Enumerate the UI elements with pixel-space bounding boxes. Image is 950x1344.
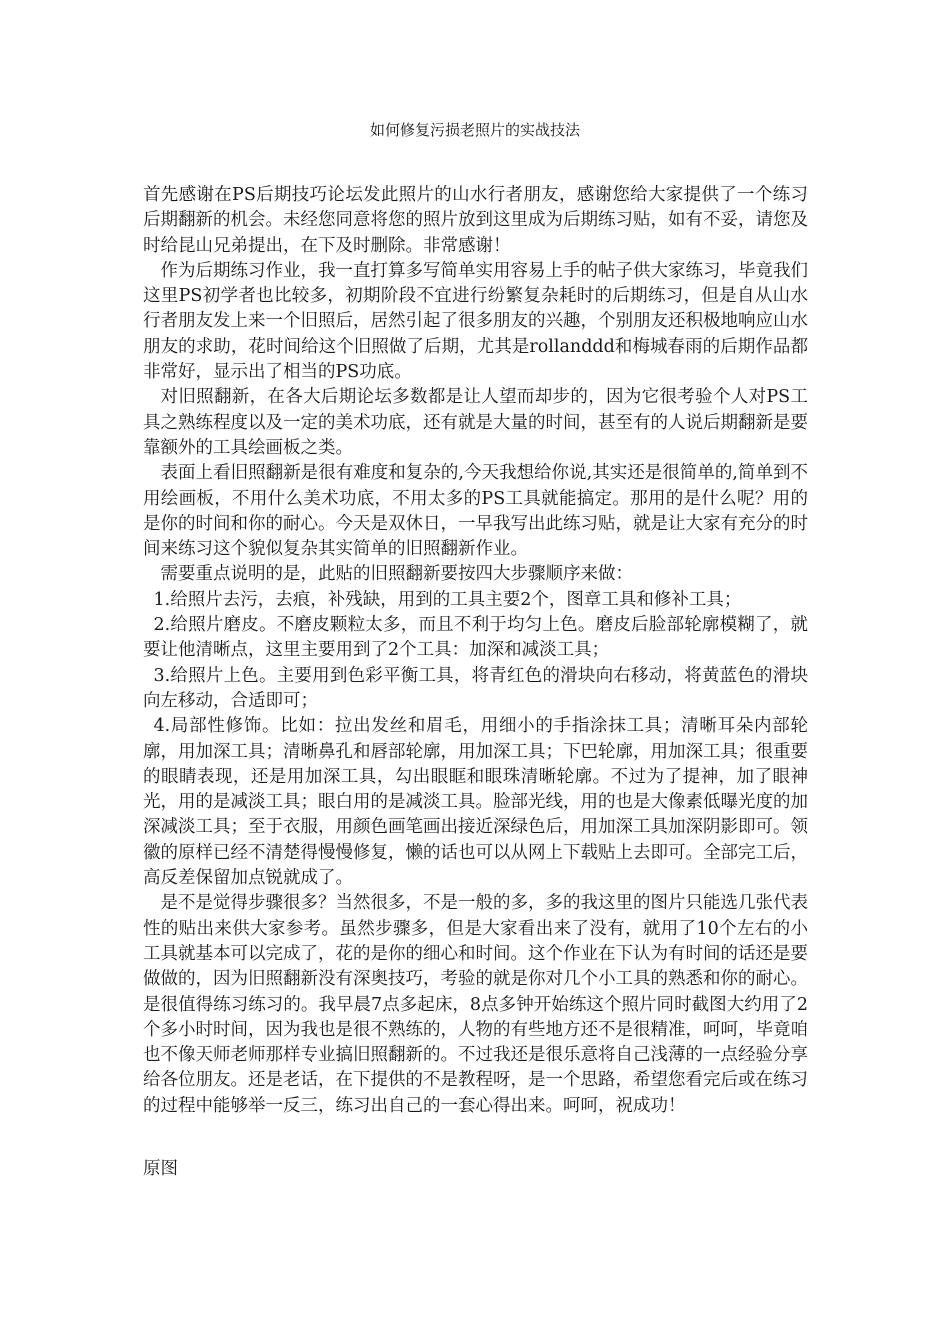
- paragraph-background: 作为后期练习作业，我一直打算多写简单实用容易上手的帖子供大家练习，毕竟我们这里PS初学者也比较多，初期阶段不宜进行纷繁复杂耗时的后期练习，但是自从山水行者朋友发上来一个旧照后，居然引起了很多朋友的兴趣，个别朋友还积极地响应山水朋友的求助，花时间给这个旧照做了后期，尤其是rollanddd和梅城春雨的后期作品都非常好，显示出了相当的PS功底。: [143, 260, 808, 383]
- step-item-1: 1.给照片去污，去痕，补残缺，用到的工具主要2个，图章工具和修补工具；: [153, 589, 742, 610]
- paragraph-difficulty: 对旧照翻新，在各大后期论坛多数都是让人望而却步的，因为它很考验个人对PS工具之熟练程度以及一定的美术功底，还有就是大量的时间，甚至有的人说后期翻新是要靠额外的工具绘画板之类。: [143, 387, 808, 458]
- image-caption: 原图: [143, 1159, 178, 1179]
- step-item-4: 4.局部性修饰。比如：拉出发丝和眉毛，用细小的手指涂抹工具；清晰耳朵内部轮廓，用加深工具；清晰鼻孔和唇部轮廓，用加深工具；下巴轮廓，用加深工具；很重要的眼睛表现，还是用加深工具，勾出眼眶和眼珠清晰轮廓。不过为了提神，加了眼神光，用的是减淡工具；眼白用的是减淡工具。脸部光线，用的也是大像素低曝光度的加深减淡工具；至于衣服，用颜色画笔画出接近深绿色后，用加深工具加深阴影即可。领徽的原样已经不清楚得慢慢修复，懒的话也可以从网上下载贴上去即可。全部完工后，高反差保留加点锐就成了。: [143, 716, 808, 889]
- step-item-2: 2.给照片磨皮。不磨皮颗粒太多，而且不利于均匀上色。磨皮后脸部轮廓模糊了，就要让他清晰点，这里主要用到了2个工具：加深和减淡工具；: [143, 615, 808, 661]
- document-body: [143, 183, 808, 1119]
- step-item-3: 3.给照片上色。主要用到色彩平衡工具，将青红色的滑块向右移动，将黄蓝色的滑块向左移动，合适即可；: [143, 665, 808, 711]
- paragraph-closing: 是不是觉得步骤很多？当然很多，不是一般的多，多的我这里的图片只能选几张代表性的贴出来供大家参考。虽然步骤多，但是大家看出来了没有，就用了10个左右的小工具就基本可以完成了，花的是你的细心和时间。这个作业在下认为有时间的话还是要做做的，因为旧照翻新没有深奥技巧，考验的就是你对几个小工具的熟悉和你的耐心。是很值得练习练习的。我早晨7点多起床，8点多钟开始练这个照片同时截图大约用了2个多小时时间，因为我也是很不熟练的，人物的有些地方还不是很精准，呵呵，毕竟咱也不像天师老师那样专业搞旧照翻新的。不过我还是很乐意将自己浅薄的一点经验分享给各位朋友。还是老话，在下提供的不是教程呀，是一个思路，希望您看完后或在练习的过程中能够举一反三，练习出自己的一套心得出来。呵呵，祝成功！: [143, 893, 808, 1116]
- paragraph-intro: 首先感谢在PS后期技巧论坛发此照片的山水行者朋友，感谢您给大家提供了一个练习后期翻新的机会。未经您同意将您的照片放到这里成为后期练习贴，如有不妥，请您及时给昆山兄弟提出，在下及时删除。非常感谢！: [143, 185, 808, 256]
- document-title: 如何修复污损老照片的实战技法: [369, 121, 580, 139]
- paragraph-steps-intro: 需要重点说明的是，此贴的旧照翻新要按四大步骤顺序来做：: [160, 564, 633, 585]
- paragraph-simple: 表面上看旧照翻新是很有难度和复杂的,今天我想给你说,其实还是很简单的,简单到不用绘画板，不用什么美术功底，不用太多的PS工具就能搞定。那用的是什么呢？用的是你的时间和你的耐心。今天是双休日，一早我写出此练习贴，就是让大家有充分的时间来练习这个貌似复杂其实简单的旧照翻新作业。: [143, 463, 808, 560]
